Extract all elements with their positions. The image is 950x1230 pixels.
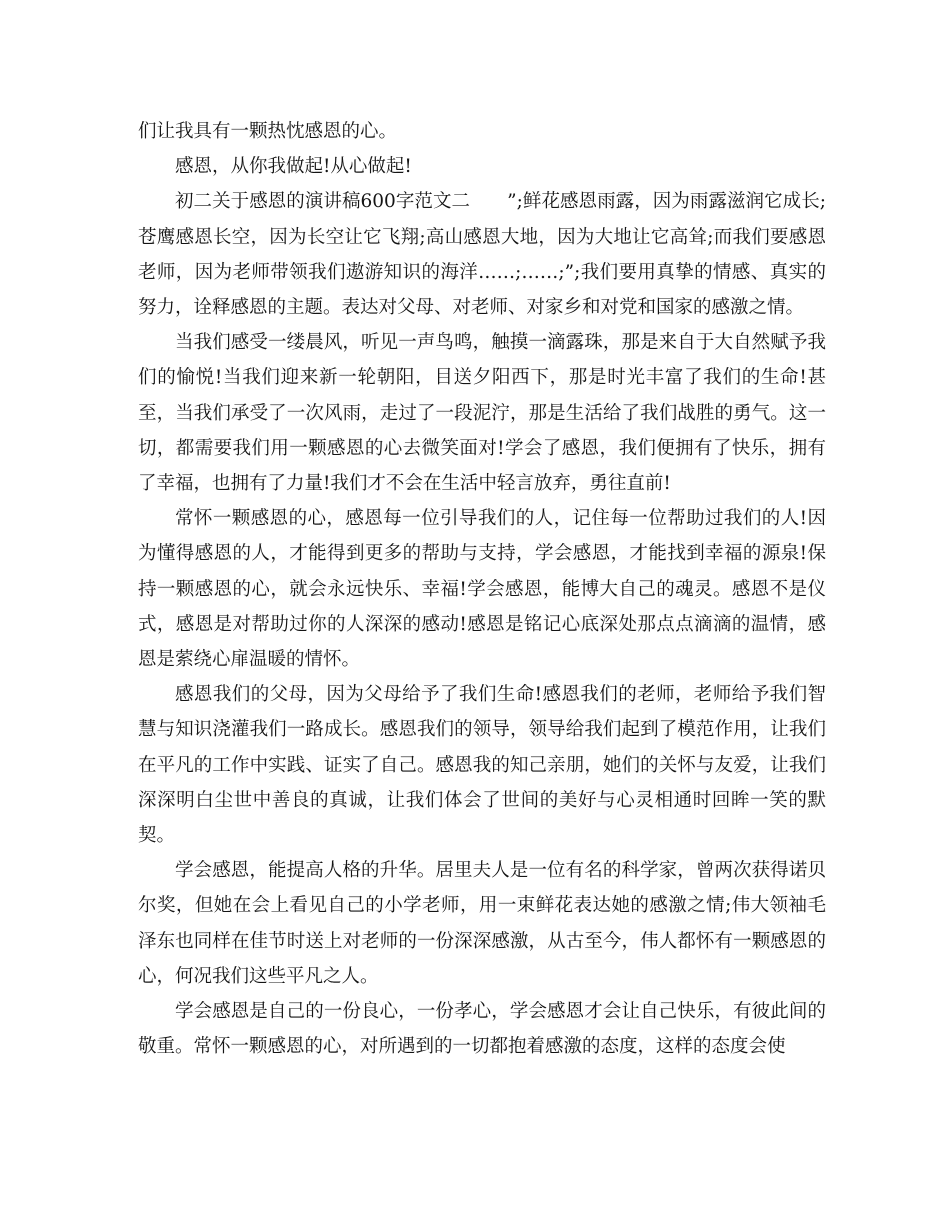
paragraph: 当我们感受一缕晨风，听见一声鸟鸣，触摸一滴露珠，那是来自于大自然赋予我们的愉悦!当我们迎来新一轮朝阳，目送夕阳西下，那是时光丰富了我们的生命!甚至，当我们承受了一次风雨，走过了一段泥泞，那是生活给了我们战胜的勇气。这一切，都需要我们用一颗感恩的心去微笑面对!学会了感恩，我们便拥有了快乐，拥有了幸福，也拥有了力量!我们才不会在生活中轻言放弃，勇往直前! xyxy=(138,332,826,495)
paragraph: 学会感恩是自己的一份良心，一份孝心，学会感恩才会让自己快乐，有彼此间的敬重。常怀一颗感恩的心，对所遇到的一切都抱着感激的态度，这样的态度会使 xyxy=(138,1001,826,1058)
paragraph: 感恩，从你我做起!从心做起! xyxy=(175,156,412,178)
paragraph: 感恩我们的父母，因为父母给予了我们生命!感恩我们的老师，老师给予我们智慧与知识浇灌我们一路成长。感恩我们的领导，领导给我们起到了模范作用，让我们在平凡的工作中实践、证实了自己。感恩我的知己亲朋，她们的关怀与友爱，让我们深深明白尘世中善良的真诚，让我们体会了世间的美好与心灵相通时回眸一笑的默契。 xyxy=(138,684,826,847)
paragraph: 初二关于感恩的演讲稿600字范文二 ”;鲜花感恩雨露，因为雨露滋润它成长;苍鹰感恩长空，因为长空让它飞翔;高山感恩大地，因为大地让它高耸;而我们要感恩老师，因为老师带领我们遨游知识的海洋……;……;”;我们要用真挚的情感、真实的努力，诠释感恩的主题。表达对父母、对老师、对家乡和对党和国家的感激之情。 xyxy=(138,191,826,319)
paragraph: 常怀一颗感恩的心，感恩每一位引导我们的人，记住每一位帮助过我们的人!因为懂得感恩的人，才能得到更多的帮助与支持，学会感恩，才能找到幸福的源泉!保持一颗感恩的心，就会永远快乐、幸福!学会感恩，能博大自己的魂灵。感恩不是仪式，感恩是对帮助过你的人深深的感动!感恩是铭记心底深处那点点滴滴的温情，感恩是萦绕心扉温暖的情怀。 xyxy=(138,508,826,671)
document-body xyxy=(138,114,826,1064)
paragraph: 学会感恩，能提高人格的升华。居里夫人是一位有名的科学家，曾两次获得诺贝尔奖，但她在会上看见自己的小学老师，用一束鲜花表达她的感激之情;伟大领袖毛泽东也同样在佳节时送上对老师的一份深深感激，从古至今，伟人都怀有一颗感恩的心，何况我们这些平凡之人。 xyxy=(138,860,826,987)
paragraph: 们让我具有一颗热忱感恩的心。 xyxy=(138,121,398,142)
